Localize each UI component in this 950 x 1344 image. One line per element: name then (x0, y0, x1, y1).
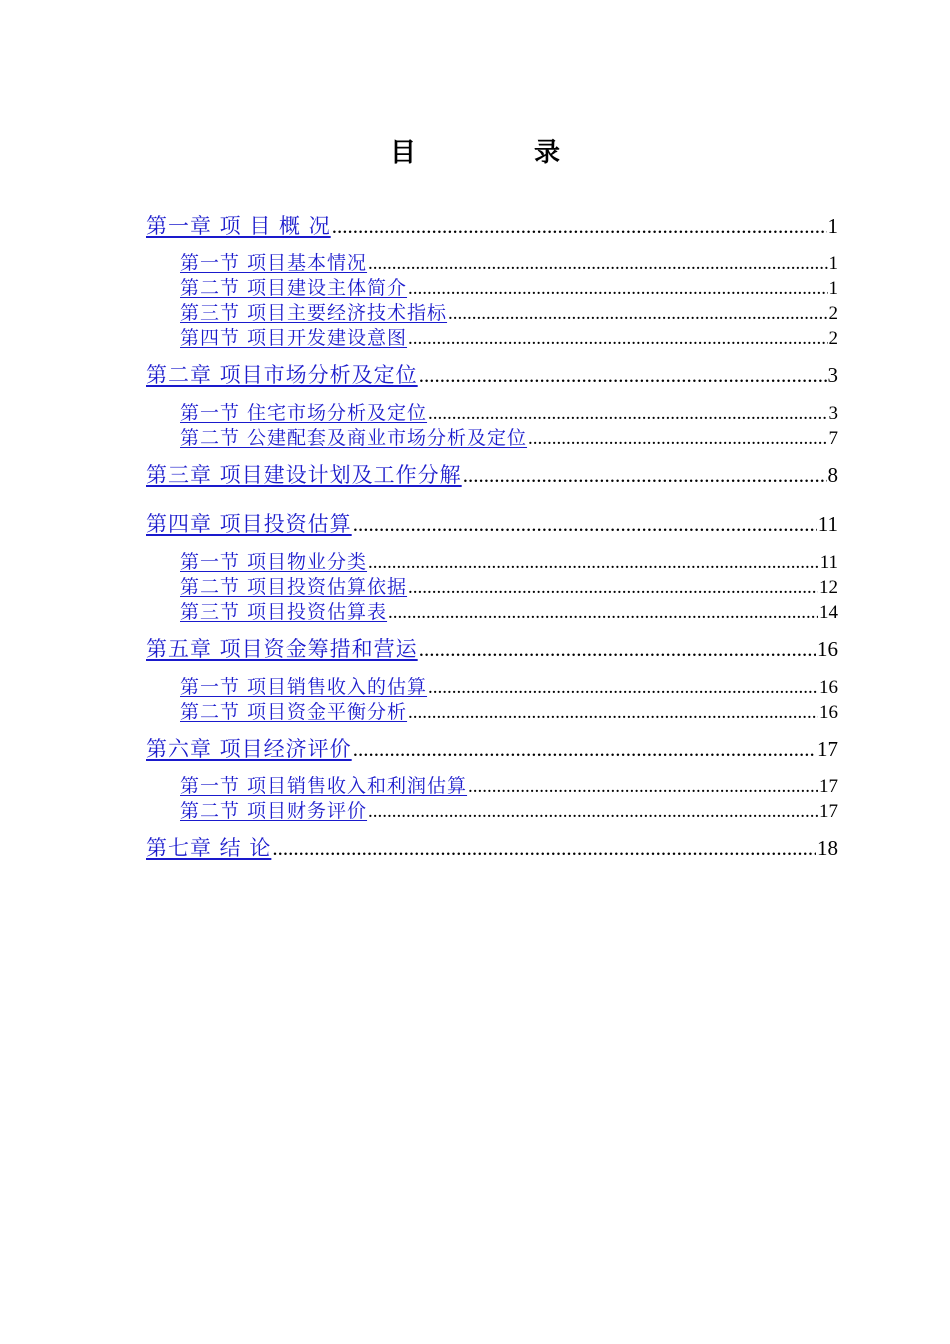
toc-page-number: 14 (819, 602, 838, 623)
toc-title: 目 录 (389, 138, 606, 168)
toc-section-entry[interactable] (180, 298, 838, 325)
toc-section-entry[interactable] (180, 273, 838, 300)
toc-section-entry[interactable] (180, 572, 838, 599)
toc-chapter-entry[interactable] (146, 733, 838, 763)
dot-leader (408, 278, 827, 300)
dot-leader (368, 801, 818, 823)
toc-chapter-entry[interactable] (146, 633, 838, 663)
toc-page-number: 16 (819, 677, 838, 698)
toc-page-number: 8 (827, 463, 838, 487)
toc-chapter-entry[interactable] (146, 459, 838, 489)
toc-section-entry[interactable] (180, 398, 838, 425)
toc-entry-link[interactable]: 第一节 项目销售收入和利润估算 (180, 775, 468, 797)
toc-page-number: 12 (819, 577, 838, 598)
toc-entry-link[interactable]: 第二节 公建配套及商业市场分析及定位 (180, 427, 528, 449)
toc-page-number: 11 (819, 552, 838, 573)
toc-chapter-entry[interactable] (146, 359, 838, 389)
dot-leader (368, 253, 827, 275)
toc-page-number: 3 (828, 403, 838, 424)
toc-section-entry[interactable] (180, 423, 838, 450)
dot-leader (448, 303, 827, 325)
toc-page-number: 7 (828, 428, 838, 449)
toc-entry-link[interactable]: 第三章 项目建设计划及工作分解 (146, 463, 462, 487)
toc-entry-link[interactable]: 第四节 项目开发建设意图 (180, 327, 408, 349)
toc-section-entry[interactable] (180, 248, 838, 275)
dot-leader (428, 403, 827, 425)
dot-leader (368, 552, 819, 574)
toc-section-entry[interactable] (180, 672, 838, 699)
dot-leader (353, 737, 816, 762)
toc-page-number: 17 (817, 737, 838, 761)
toc-page-number: 17 (819, 801, 838, 822)
toc-page-number: 2 (828, 328, 838, 349)
toc-page-number: 11 (817, 512, 838, 536)
toc-page-number: 1 (828, 253, 838, 274)
toc-page-number: 2 (828, 303, 838, 324)
toc-entry-link[interactable]: 第二节 项目资金平衡分析 (180, 701, 408, 723)
toc-chapter-entry[interactable] (146, 832, 838, 862)
toc-page-number: 1 (827, 214, 838, 238)
dot-leader (388, 602, 818, 624)
toc-entry-link[interactable]: 第三节 项目投资估算表 (180, 601, 388, 623)
toc-entry-link[interactable]: 第二节 项目投资估算依据 (180, 576, 408, 598)
dot-leader (408, 328, 827, 350)
dot-leader (419, 637, 816, 662)
toc-entry-link[interactable]: 第二节 项目财务评价 (180, 800, 368, 822)
dot-leader (528, 428, 827, 450)
toc-page-number: 18 (817, 836, 838, 860)
toc-page-number: 17 (819, 776, 838, 797)
dot-leader (408, 702, 818, 724)
toc-entry-link[interactable]: 第三节 项目主要经济技术指标 (180, 302, 448, 324)
toc-section-entry[interactable] (180, 547, 838, 574)
toc-entry-link[interactable]: 第二节 项目建设主体简介 (180, 277, 408, 299)
toc-page-number: 3 (827, 363, 838, 387)
toc-page-number: 16 (817, 637, 838, 661)
toc-section-entry[interactable] (180, 323, 838, 350)
dot-leader (428, 677, 818, 699)
dot-leader (408, 577, 818, 599)
toc-entry-link[interactable]: 第一节 项目销售收入的估算 (180, 676, 428, 698)
toc-entry-link[interactable]: 第六章 项目经济评价 (146, 737, 352, 761)
toc-entry-link[interactable]: 第二章 项目市场分析及定位 (146, 363, 418, 387)
toc-section-entry[interactable] (180, 697, 838, 724)
dot-leader (353, 512, 817, 537)
dot-leader (468, 776, 818, 798)
toc-page-number: 16 (819, 702, 838, 723)
dot-leader (272, 836, 816, 861)
dot-leader (332, 214, 827, 239)
toc-entry-link[interactable]: 第七章 结 论 (146, 836, 272, 860)
toc-entry-link[interactable]: 第一章 项 目 概 况 (146, 214, 331, 238)
toc-section-entry[interactable] (180, 597, 838, 624)
toc-chapter-entry[interactable] (146, 508, 838, 538)
toc-entry-link[interactable]: 第五章 项目资金筹措和营运 (146, 637, 418, 661)
toc-entry-link[interactable]: 第一节 住宅市场分析及定位 (180, 402, 428, 424)
toc-entry-link[interactable]: 第四章 项目投资估算 (146, 512, 352, 536)
toc-section-entry[interactable] (180, 771, 838, 798)
toc-entry-link[interactable]: 第一节 项目物业分类 (180, 551, 368, 573)
dot-leader (463, 463, 827, 488)
toc-chapter-entry[interactable] (146, 210, 838, 240)
dot-leader (419, 363, 827, 388)
toc-entry-link[interactable]: 第一节 项目基本情况 (180, 252, 368, 274)
toc-page-number: 1 (828, 278, 838, 299)
toc-section-entry[interactable] (180, 796, 838, 823)
